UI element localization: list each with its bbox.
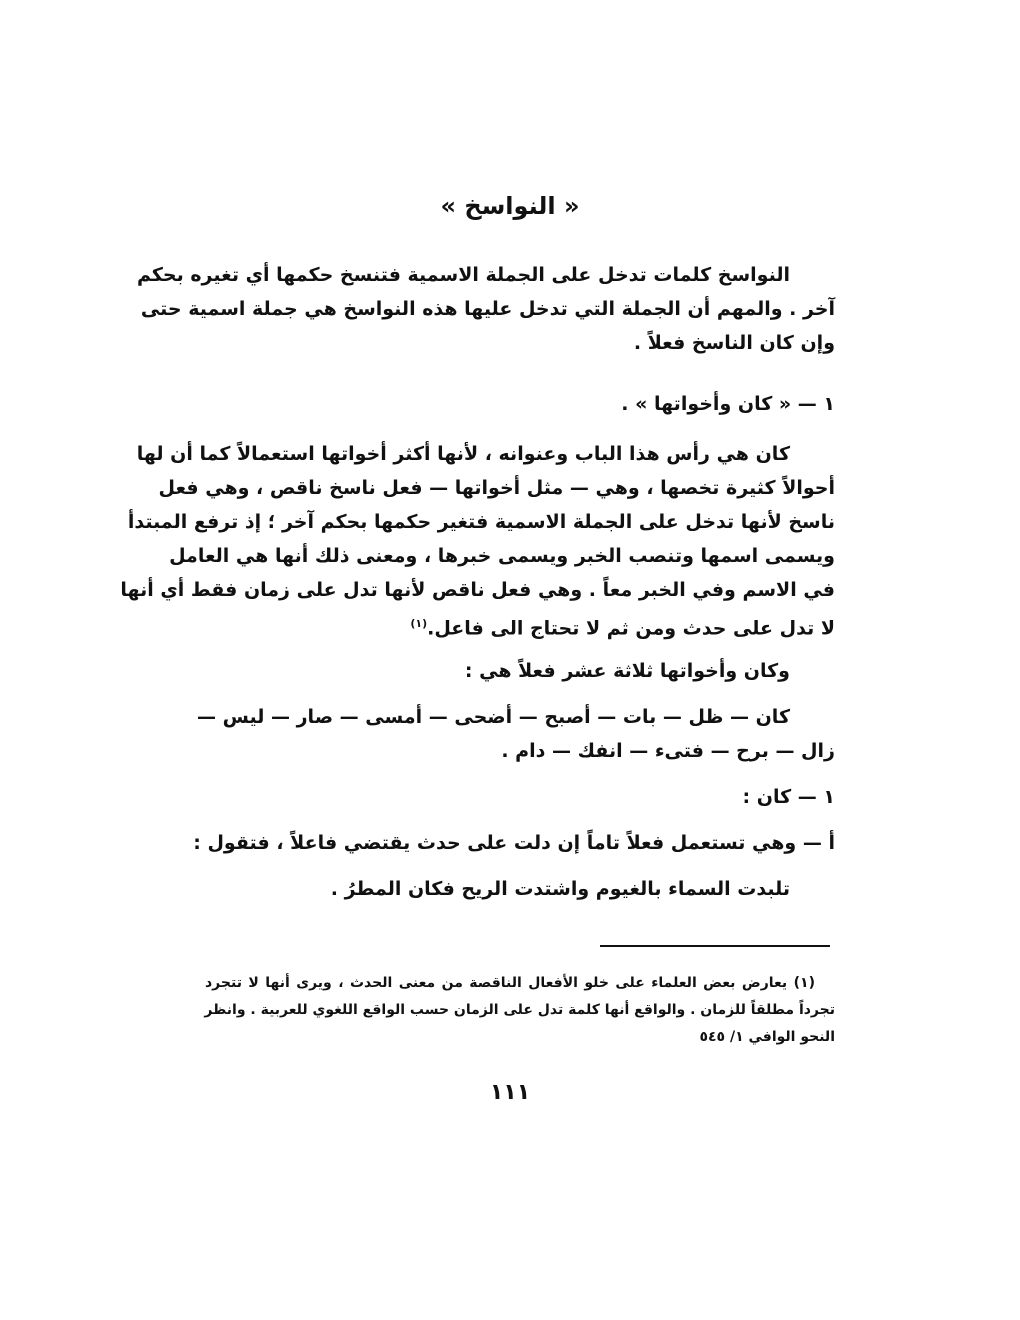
kana-description-paragraph [120,437,835,641]
paragraph-line: لا تدل على حدث ومن ثم لا تحتاج الى فاعل. [427,617,835,640]
paragraph-line: تلبدت السماء بالغيوم واشتدت الريح فكان المطرُ . [330,878,790,900]
paragraph-line: أحوالاً كثيرة تخصها ، وهي — مثل أخواتها — فعل ناسخ ناقص ، وهي فعل [158,477,835,499]
intro-paragraph [136,258,835,360]
footnote-line: النحو الوافي ١/ ٥٤٥ [699,1029,835,1045]
paragraph-line: ناسخ لأنها تدخل على الجملة الاسمية فتغير حكمها بحكم آخر ؛ إذ ترفع المبتدأ [127,511,835,533]
section-heading-kana-sisters: ١ — « كان وأخواتها » . [621,393,835,415]
example-sentence [205,872,835,906]
list-line: كان — ظل — بات — أصبح — أضحى — أمسى — صار — ليس — [197,706,790,728]
footnote-line: تجرداً مطلقاً للزمان . والواقع أنها كلمة تدل على الزمان حسب الواقع اللغوي للعربية . وانظر [204,1002,835,1018]
paragraph-line: النواسخ كلمات تدخل على الجملة الاسمية فتنسخ حكمها أي تغيره بحكم [136,264,790,286]
chapter-title: « النواسخ » [440,192,580,220]
sisters-list [197,700,835,768]
point-a [193,826,835,860]
page-number: ١١١ [489,1080,531,1105]
paragraph-line: أ — وهي تستعمل فعلاً تاماً إن دلت على حدث يقتضي فاعلاً ، فتقول : [193,832,835,854]
paragraph-line: آخر . والمهم أن الجملة التي تدخل عليها هذه النواسخ هي جملة اسمية حتى [140,298,835,320]
footnote [205,970,835,1051]
footnote-line: (١) يعارض بعض العلماء على خلو الأفعال الناقصة من معنى الحدث ، ويرى أنها لا تتجرد [205,975,815,991]
paragraph-line: وكان وأخواتها ثلاثة عشر فعلاً هي : [464,660,790,682]
sisters-intro [205,654,835,688]
subsection-heading-kana: ١ — كان : [742,786,835,808]
paragraph-line: ويسمى اسمها وتنصب الخبر ويسمى خبرها ، ومعنى ذلك أنها هي العامل [169,545,835,567]
footnote-divider [600,945,830,947]
list-line: زال — برح — فتىء — انفك — دام . [501,740,835,762]
paragraph-line: كان هي رأس هذا الباب وعنوانه ، لأنها أكثر أخواتها استعمالاً كما أن لها [136,443,790,465]
paragraph-line: في الاسم وفي الخبر معاً . وهي فعل ناقص لأنها تدل على زمان فقط أي أنها [120,579,835,601]
paragraph-line: وإن كان الناسخ فعلاً . [633,332,835,354]
footnote-reference[interactable]: (١) [410,617,428,630]
paragraph-line-with-ref [205,607,835,641]
